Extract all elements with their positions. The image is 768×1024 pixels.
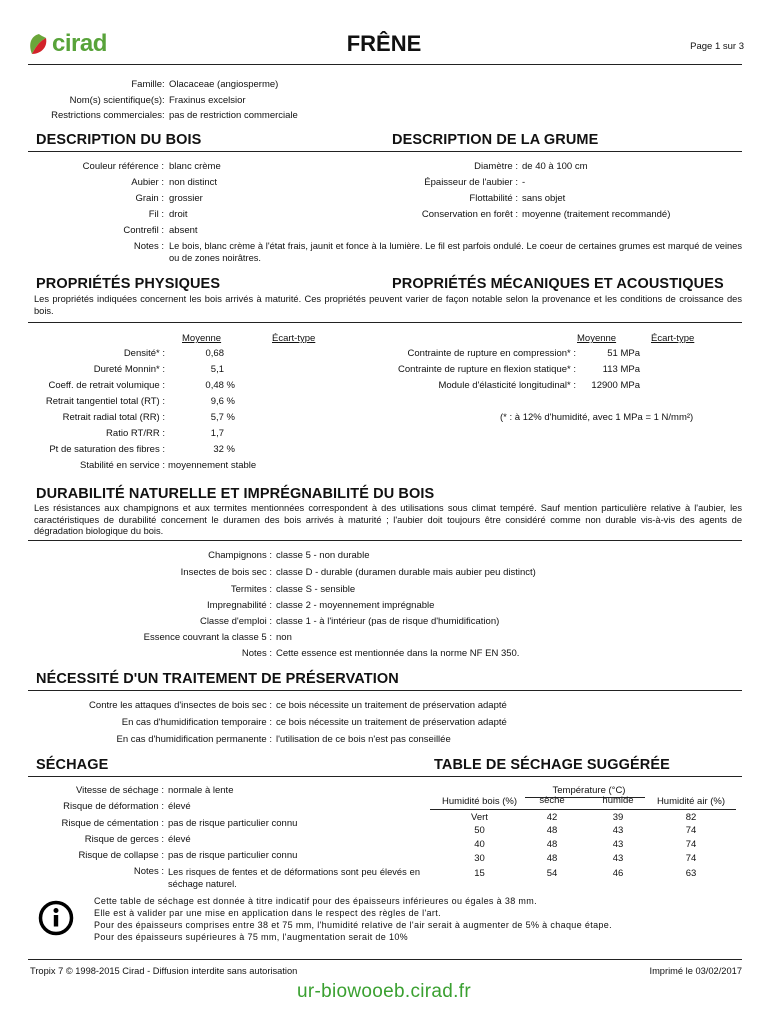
table-cell: 74 — [685, 853, 697, 864]
sech-value: élevé — [168, 834, 191, 845]
identity-value: pas de restriction commerciale — [169, 110, 298, 121]
durabilite-intro: Les résistances aux champignons et aux termites mentionnées correspondent à des utilisations sous climat tempéré. Sauf mention particulière relative à l'aubier, les caractéristiques de durabilité concernent le duramen des bois arrivés à maturité ; l'aubier doit toujours être considéré comme non durable vis-à-vis des agents de dégradation biologique du bois. — [34, 503, 742, 536]
sech-label: Risque de déformation : — [63, 801, 164, 812]
col-header-moyenne: Moyenne — [577, 333, 617, 344]
info-line: Elle est à valider par une mise en application dans le respect des règles de l'art. — [94, 908, 441, 918]
trait-value: l'utilisation de ce bois n'est pas conseillée — [276, 734, 451, 745]
header-rule — [28, 64, 742, 65]
phys-value: 32 % — [213, 444, 235, 455]
trait-label: En cas d'humidification temporaire : — [121, 717, 272, 728]
dura-label: Insectes de bois sec : — [180, 567, 272, 578]
info-line: Pour des épaisseurs supérieures à 75 mm, l'augmentation serait de 10% — [94, 932, 409, 942]
sech-label: Risque de cémentation : — [61, 818, 164, 829]
desc-label: Aubier : — [131, 177, 164, 188]
identity-colon: : — [162, 110, 165, 121]
dura-value: classe S - sensible — [276, 584, 356, 595]
desc-label: Fil : — [148, 209, 164, 220]
identity-label: Nom(s) scientifique(s) — [69, 95, 162, 106]
table-cell: 43 — [612, 825, 624, 836]
table-cell: Vert — [471, 812, 488, 823]
trait-label: En cas d'humidification permanente : — [116, 734, 272, 745]
section-title-mecaniques: PROPRIÉTÉS MÉCANIQUES ET ACOUSTIQUES — [392, 276, 724, 292]
phys-value: 1,7 — [210, 428, 224, 439]
phys-label: Stabilité en service : — [79, 460, 165, 471]
sech-label: Vitesse de séchage : — [75, 785, 164, 796]
col-header-ecart: Écart-type — [272, 333, 316, 344]
table-header-rule — [430, 809, 736, 810]
identity-value: Olacaceae (angiosperme) — [169, 79, 279, 90]
meca-label: Module d'élasticité longitudinal* : — [438, 380, 576, 391]
logo-text: cirad — [52, 30, 107, 57]
phys-value: 0,48 % — [205, 380, 235, 391]
table-cell: 46 — [612, 868, 624, 879]
identity-colon: : — [162, 95, 165, 106]
sech-label: Risque de gerces : — [84, 834, 164, 845]
identity-colon: : — [162, 79, 165, 90]
sech-value: normale à lente — [168, 785, 234, 796]
dura-label: Termites : — [230, 584, 272, 595]
sech-label: Notes : — [133, 866, 164, 877]
grume-value: moyenne (traitement recommandé) — [522, 209, 671, 220]
table-cell: 40 — [474, 839, 485, 850]
table-cell: 48 — [546, 839, 558, 850]
desc-label: Couleur référence : — [82, 161, 164, 172]
section-title-description-bois: DESCRIPTION DU BOIS — [36, 132, 202, 148]
grume-label: Épaisseur de l'aubier : — [424, 177, 518, 188]
section-title-durabilite: DURABILITÉ NATURELLE ET IMPRÉGNABILITÉ DU BOIS — [36, 486, 435, 502]
phys-value: 9,6 % — [210, 396, 235, 407]
dura-label: Essence couvrant la classe 5 : — [143, 632, 272, 643]
dura-label: Notes : — [241, 648, 272, 659]
grume-value: - — [522, 177, 526, 188]
table-cell: 74 — [685, 839, 697, 850]
temp-header: Température (°C) — [552, 785, 626, 796]
phys-label: Pt de saturation des fibres : — [49, 444, 165, 455]
sech-value: pas de risque particulier connu — [168, 818, 298, 829]
col-header-humide: humide — [602, 795, 634, 806]
phys-value: moyennement stable — [168, 460, 257, 471]
info-line: Cette table de séchage est donnée à titre indicatif pour des épaisseurs inférieures ou égales à 38 mm. — [94, 896, 537, 906]
phys-value: 5,7 % — [210, 412, 235, 423]
grume-value: sans objet — [522, 193, 566, 204]
table-cell: 43 — [612, 853, 624, 864]
table-cell: 82 — [685, 812, 697, 823]
footer-rule — [28, 959, 742, 960]
section-rule — [28, 322, 742, 323]
table-cell: 54 — [546, 868, 558, 879]
dura-label: Classe d'emploi : — [199, 616, 272, 627]
desc-label: Grain : — [135, 193, 164, 204]
dura-value: Cette essence est mentionnée dans la norme NF EN 350. — [276, 648, 520, 659]
dura-value: classe D - durable (duramen durable mais aubier peu distinct) — [276, 567, 536, 578]
footer-url: ur-biowooeb.cirad.fr — [297, 981, 471, 1002]
phys-label: Ratio RT/RR : — [106, 428, 165, 439]
trait-value: ce bois nécessite un traitement de préservation adapté — [276, 717, 507, 728]
col-header-moyenne: Moyenne — [182, 333, 222, 344]
meca-footnote: (* : à 12% d'humidité, avec 1 MPa = 1 N/mm²) — [500, 412, 694, 423]
info-line: Pour des épaisseurs comprises entre 38 et 75 mm, l'humidité relative de l'air serait à augmenter de 5% à chaque étape. — [94, 920, 612, 930]
desc-value: grossier — [169, 193, 203, 204]
grume-value: de 40 à 100 cm — [522, 161, 588, 172]
section-title-physiques: PROPRIÉTÉS PHYSIQUES — [36, 276, 221, 292]
col-header-ecart: Écart-type — [651, 333, 695, 344]
table-cell: 48 — [546, 853, 558, 864]
sech-value: élevé — [168, 801, 191, 812]
desc-notes-label: Notes : — [133, 241, 164, 252]
desc-value: non distinct — [169, 177, 218, 188]
section-rule — [28, 540, 742, 541]
page-number: Page 1 sur 3 — [690, 41, 744, 52]
leaf-logo-icon — [26, 32, 52, 58]
section-title-sechage: SÉCHAGE — [36, 757, 109, 773]
meca-value: 113 MPa — [602, 364, 640, 375]
cirad-logo — [26, 32, 126, 60]
desc-label: Contrefil : — [123, 225, 164, 236]
dura-value: classe 1 - à l'intérieur (pas de risque d'humidification) — [276, 616, 500, 627]
section-title-description-grume: DESCRIPTION DE LA GRUME — [392, 132, 599, 148]
identity-value: Fraxinus excelsior — [169, 95, 246, 106]
physiques-intro: Les propriétés indiquées concernent les bois arrivés à maturité. Ces propriétés peuvent varier de façon notable selon la provenance et les conditions de croissance des bois. — [34, 294, 742, 316]
desc-value: droit — [169, 209, 188, 220]
dura-value: classe 2 - moyennement imprégnable — [276, 600, 435, 611]
phys-label: Coeff. de retrait volumique : — [48, 380, 165, 391]
grume-label: Diamètre : — [474, 161, 518, 172]
phys-label: Retrait radial total (RR) : — [62, 412, 165, 423]
col-header-seche: sèche — [539, 795, 565, 806]
dura-value: classe 5 - non durable — [276, 550, 370, 561]
phys-value: 5,1 — [210, 364, 224, 375]
table-cell: 63 — [685, 868, 697, 879]
sech-label: Risque de collapse : — [78, 850, 164, 861]
grume-label: Conservation en forêt : — [421, 209, 518, 220]
phys-label: Retrait tangentiel total (RT) : — [45, 396, 165, 407]
section-rule — [28, 690, 742, 691]
meca-label: Contrainte de rupture en flexion statique* : — [398, 364, 576, 375]
phys-label: Densité* : — [123, 348, 165, 359]
phys-label: Dureté Monnin* : — [93, 364, 165, 375]
dura-label: Champignons : — [208, 550, 272, 561]
table-cell: 74 — [685, 825, 697, 836]
section-title-table-sechage: TABLE DE SÉCHAGE SUGGÉRÉE — [434, 757, 670, 773]
meca-value: 12900 MPa — [591, 380, 640, 391]
desc-value: blanc crème — [169, 161, 221, 172]
identity-label: Restrictions commerciales — [51, 110, 162, 121]
desc-value: absent — [169, 225, 198, 236]
table-cell: 43 — [612, 839, 624, 850]
table-cell: 39 — [612, 812, 624, 823]
page-title: FRÊNE — [346, 31, 422, 56]
meca-value: 51 MPa — [607, 348, 640, 359]
col-header-hb: Humidité bois (%) — [442, 796, 517, 807]
sech-value: pas de risque particulier connu — [168, 850, 298, 861]
info-icon — [38, 900, 74, 936]
table-cell: 48 — [546, 825, 558, 836]
table-cell: 30 — [474, 853, 485, 864]
desc-notes: Le bois, blanc crème à l'état frais, jaunit et fonce à la lumière. Le fil est parfois ondulé. Le coeur de certaines grumes est marqué de veines ou de zones noirâtres. — [169, 241, 742, 263]
trait-value: ce bois nécessite un traitement de préservation adapté — [276, 700, 507, 711]
table-cell: 42 — [546, 812, 558, 823]
section-rule — [28, 776, 742, 777]
col-header-ha: Humidité air (%) — [656, 796, 726, 807]
section-rule — [28, 151, 742, 152]
info-text — [94, 895, 612, 943]
table-cell: 50 — [474, 825, 485, 836]
trait-label: Contre les attaques d'insectes de bois sec : — [89, 700, 272, 711]
section-title-traitement: NÉCESSITÉ D'UN TRAITEMENT DE PRÉSERVATION — [36, 671, 399, 687]
footer-print-date: Imprimé le 03/02/2017 — [649, 966, 742, 976]
footer-copyright: Tropix 7 © 1998-2015 Cirad - Diffusion interdite sans autorisation — [30, 966, 298, 976]
phys-value: 0,68 — [205, 348, 224, 359]
dura-label: Impregnabilité : — [207, 600, 272, 611]
sech-notes: Les risques de fentes et de déformations sont peu élevés en séchage naturel. — [168, 867, 420, 889]
identity-label: Famille — [131, 79, 162, 90]
dura-value: non — [276, 632, 292, 643]
table-cell: 15 — [474, 868, 485, 879]
meca-label: Contrainte de rupture en compression* : — [407, 348, 576, 359]
grume-label: Flottabilité : — [469, 193, 518, 204]
